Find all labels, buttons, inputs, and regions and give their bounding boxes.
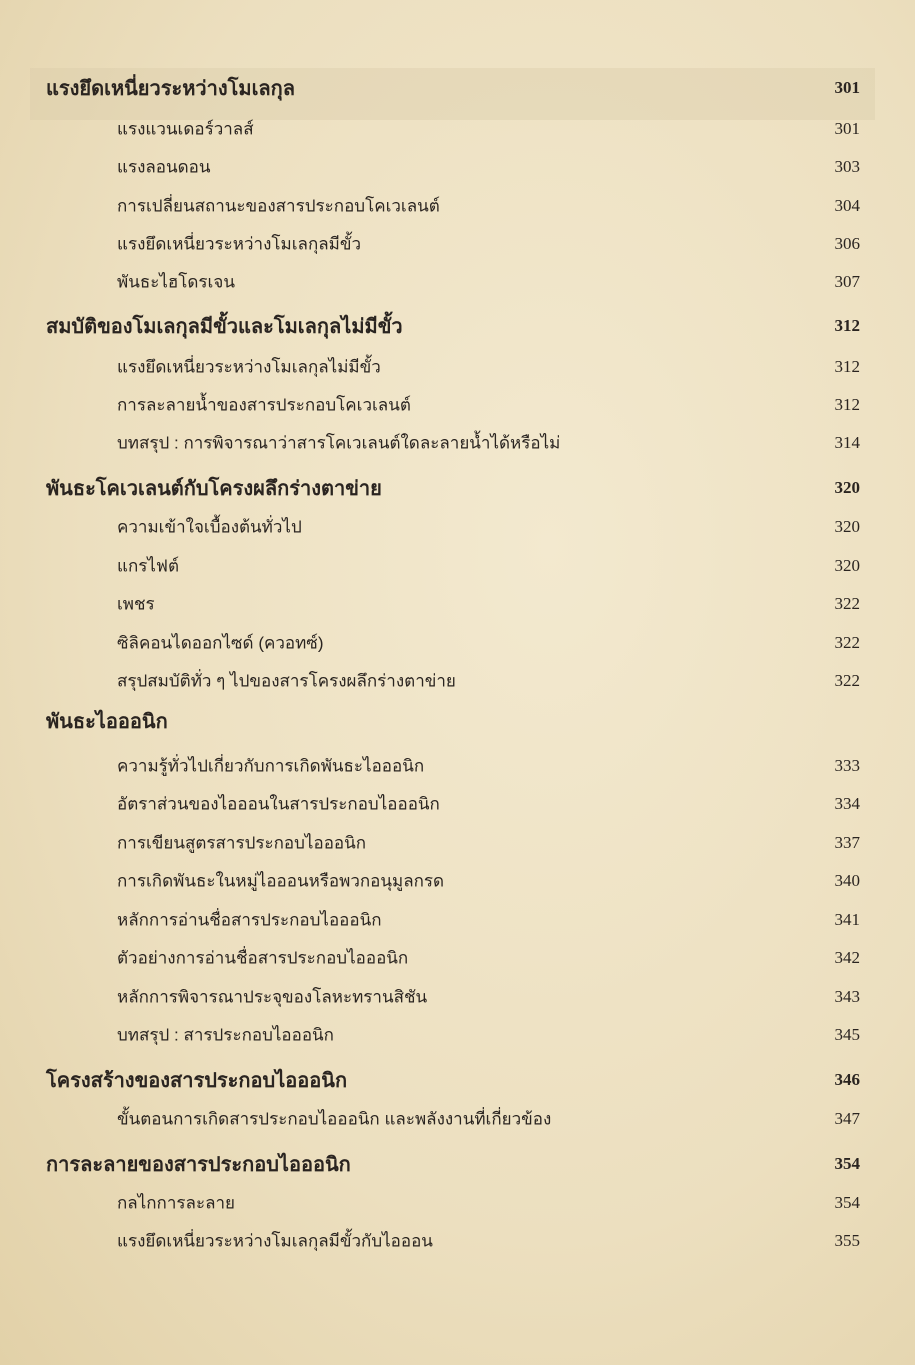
toc-page-number: 341 [834,910,860,929]
toc-entry [0,1185,915,1221]
toc-entry [0,586,915,622]
toc-page-number: 320 [834,478,860,497]
toc-entry [0,825,915,861]
toc-page-number: 320 [834,556,860,575]
toc-title: การละลายน้ำของสารประกอบโคเวเลนต์ [117,395,411,415]
toc-entry [0,1101,915,1137]
toc-section-heading [0,308,915,344]
toc-title: การเกิดพันธะในหมู่ไอออนหรือพวกอนุมูลกรด [117,871,445,891]
toc-title: ความรู้ทั่วไปเกี่ยวกับการเกิดพันธะไอออนิก [117,756,425,776]
toc-page-number: 301 [834,119,860,138]
toc-title: ความเข้าใจเบื้องต้นทั่วไป [117,517,302,537]
toc-entry [0,425,915,461]
toc-entry [0,1223,915,1259]
toc-page-number: 320 [834,517,860,536]
toc-entry [0,387,915,423]
toc-title: เพชร [117,594,155,614]
toc-page-number: 346 [834,1070,860,1089]
toc-title: พันธะโคเวเลนต์กับโครงผลึกร่างตาข่าย [46,478,382,500]
toc-page-number: 340 [834,871,860,890]
toc-page-number: 333 [834,756,860,775]
toc-page-number: 306 [834,234,860,253]
toc-title: พันธะไฮโดรเจน [117,272,235,292]
toc-page-number: 312 [834,395,860,414]
toc-entry [0,349,915,385]
toc-entry [0,1017,915,1053]
toc-title: ตัวอย่างการอ่านชื่อสารประกอบไอออนิก [117,948,409,968]
toc-entry [0,264,915,300]
toc-page-number: 343 [834,987,860,1006]
toc-page-number: 355 [834,1231,860,1250]
toc-page-number: 322 [834,671,860,690]
toc-entry [0,149,915,185]
toc-page-number: 354 [834,1193,860,1212]
toc-page-number: 301 [834,78,860,97]
toc-title: อัตราส่วนของไอออนในสารประกอบไอออนิก [117,794,440,814]
toc-title: การเปลี่ยนสถานะของสารประกอบโคเวเลนต์ [117,196,440,216]
toc-entry [0,548,915,584]
toc-title: การเขียนสูตรสารประกอบไอออนิก [117,833,367,853]
toc-title: โครงสร้างของสารประกอบไอออนิก [46,1070,348,1092]
toc-title: แรงแวนเดอร์วาลส์ [117,119,254,139]
toc-title: สรุปสมบัติทั่ว ๆ ไปของสารโครงผลึกร่างตาข่าย [117,671,456,691]
toc-title: หลักการพิจารณาประจุของโลหะทรานสิชัน [117,987,428,1007]
toc-title: แรงลอนดอน [117,157,211,177]
toc-section-heading [0,703,915,739]
toc-page-number: 347 [834,1109,860,1128]
toc-entry [0,188,915,224]
toc-page-number: 312 [834,316,860,335]
toc-title: การละลายของสารประกอบไอออนิก [46,1154,351,1176]
toc-page-number: 322 [834,594,860,613]
toc-section-heading [0,470,915,506]
toc-page-number: 354 [834,1154,860,1173]
toc-section-heading [0,1146,915,1182]
toc-section-heading [0,1062,915,1098]
toc-title: หลักการอ่านชื่อสารประกอบไอออนิก [117,910,382,930]
toc-title: บทสรุป : การพิจารณาว่าสารโคเวเลนต์ใดละลายน้ำได้หรือไม่ [117,433,561,453]
toc-page-number: 314 [834,433,860,452]
toc-title: แรงยึดเหนี่ยวระหว่างโมเลกุลไม่มีขั้ว [117,357,381,377]
toc-entry [0,979,915,1015]
toc-page-number: 304 [834,196,860,215]
toc-title: บทสรุป : สารประกอบไอออนิก [117,1025,334,1045]
toc-title: พันธะไอออนิก [46,711,168,733]
toc-title: แกรไฟต์ [117,556,180,576]
toc-entry [0,226,915,262]
toc-entry [0,625,915,661]
toc-page-number: 342 [834,948,860,967]
toc-title: ซิลิคอนไดออกไซด์ (ควอทซ์) [117,633,324,653]
toc-title: สมบัติของโมเลกุลมีขั้วและโมเลกุลไม่มีขั้ว [46,316,403,338]
toc-entry [0,940,915,976]
toc-page-number: 337 [834,833,860,852]
toc-title: แรงยึดเหนี่ยวระหว่างโมเลกุลมีขั้ว [117,234,362,254]
toc-page-number: 303 [834,157,860,176]
toc-title: กลไกการละลาย [117,1193,235,1213]
toc-title: แรงยึดเหนี่ยวระหว่างโมเลกุล [46,78,296,100]
toc-entry [0,509,915,545]
toc-entry [0,786,915,822]
toc-entry [0,748,915,784]
toc-entry [0,111,915,147]
toc-entry [0,902,915,938]
toc-page-number: 307 [834,272,860,291]
toc-page-number: 345 [834,1025,860,1044]
toc-page-number: 322 [834,633,860,652]
toc-page-number: 334 [834,794,860,813]
toc-title: แรงยึดเหนี่ยวระหว่างโมเลกุลมีขั้วกับไอออน [117,1231,433,1251]
toc-page-number: 312 [834,357,860,376]
toc-title: ขั้นตอนการเกิดสารประกอบไอออนิก และพลังงานที่เกี่ยวข้อง [117,1109,552,1129]
toc-entry [0,863,915,899]
toc-section-heading [0,70,915,106]
toc-entry [0,663,915,699]
